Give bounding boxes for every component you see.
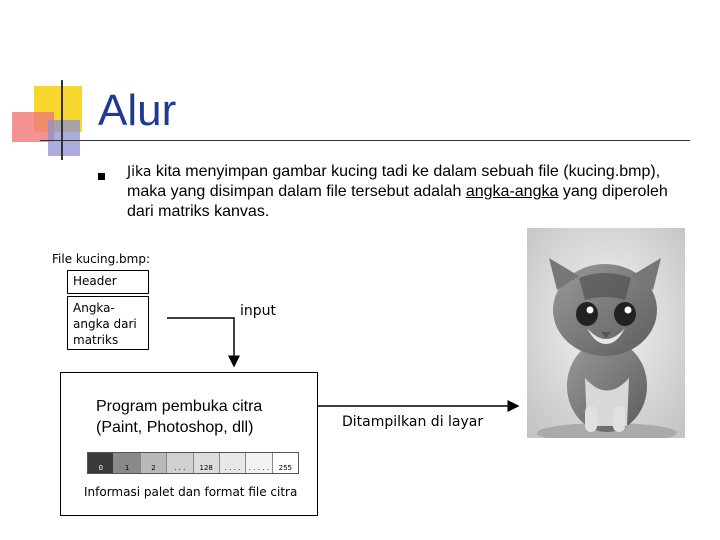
bullet-part-2: yang diperoleh dari matriks kanvas. (127, 183, 668, 220)
palette-cell-label: 2 (151, 464, 156, 472)
file-body-box: Angka-angka dari matriks (67, 296, 149, 350)
kitten-photo (527, 228, 685, 438)
palette-cell-label: . . . (174, 464, 186, 472)
bullet-lead: Jika (127, 164, 152, 180)
palette-cell-label: 255 (278, 464, 292, 472)
palette-info-label: Informasi palet dan format file citra (84, 485, 298, 499)
palette-cell-label: . . . . . (248, 464, 269, 472)
file-header-box: Header (67, 270, 149, 294)
file-label: File kucing.bmp: (52, 252, 151, 266)
output-label: Ditampilkan di layar (342, 414, 484, 430)
program-label-line-1: Program pembuka citra (96, 398, 263, 415)
palette-cell-label: . . . . (224, 464, 241, 472)
program-label-line-2: (Paint, Photoshop, dll) (96, 419, 254, 436)
input-label: input (240, 303, 277, 319)
palette-cell-label: 1 (124, 464, 130, 472)
palette-cell-label: 128 (199, 464, 213, 472)
slide-title: Alur (98, 86, 177, 135)
palette-cell-label: 0 (98, 464, 103, 472)
input-arrow (167, 318, 234, 366)
bullet-part-1: kita menyimpan gambar kucing tadi ke dalam sebuah file (kucing.bmp), maka yang disimpan dalam file tersebut adalah (127, 163, 661, 200)
bullet-underlined-term: angka-angka (465, 183, 559, 200)
